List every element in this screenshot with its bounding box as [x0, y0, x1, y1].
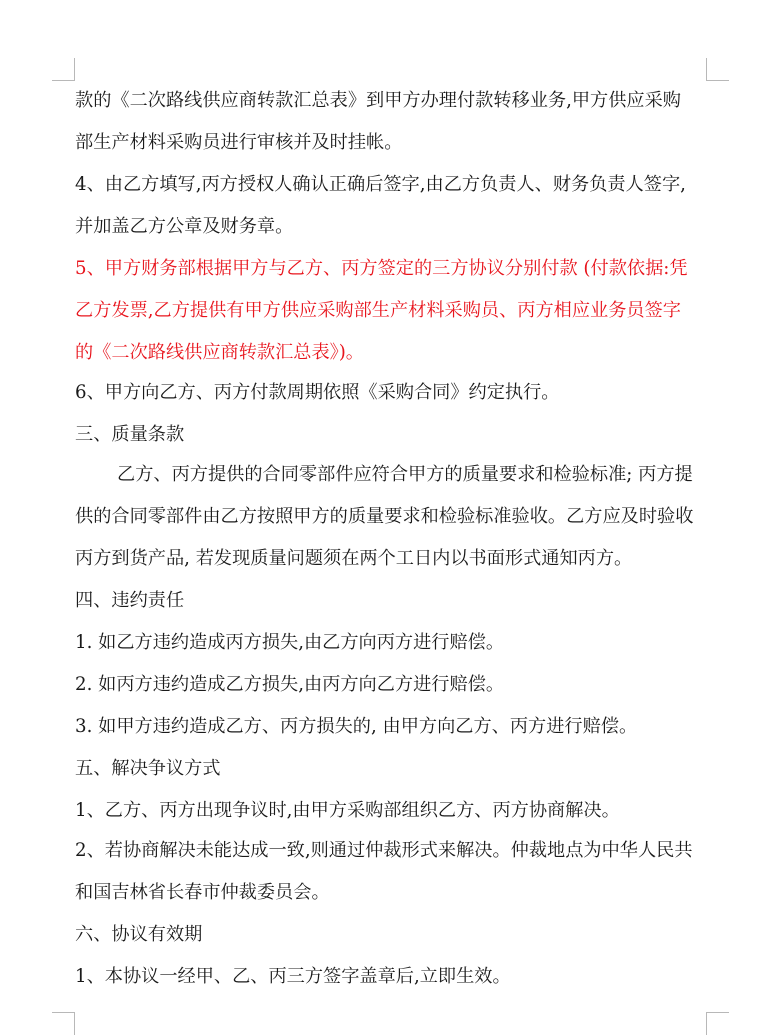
section-heading: 五、解决争议方式	[75, 758, 221, 779]
crop-mark-bottom-right	[706, 1012, 729, 1035]
text-line: 6、甲方向乙方、丙方付款周期依照《采购合同》约定执行。	[75, 382, 560, 403]
text-line: 2、若协商解决未能达成一致,则通过仲裁形式来解决。仲裁地点为中华人民共	[75, 840, 693, 861]
text-line: 4、由乙方填写,丙方授权人确认正确后签字,由乙方负责人、财务负责人签字,	[75, 174, 686, 195]
text-line-highlighted: 的《二次路线供应商转款汇总表》)。	[75, 342, 364, 363]
paragraph-first-line: 乙方、丙方提供的合同零部件应符合甲方的质量要求和检验标准; 丙方提	[117, 464, 693, 485]
crop-mark-top-left	[52, 58, 75, 81]
text-line-highlighted: 乙方发票,乙方提供有甲方供应采购部生产材料采购员、丙方相应业务员签字	[75, 300, 681, 321]
section-heading: 三、质量条款	[75, 424, 185, 445]
text-line: 供的合同零部件由乙方按照甲方的质量要求和检验标准验收。乙方应及时验收	[75, 506, 694, 527]
text-line: 并加盖乙方公章及财务章。	[75, 216, 294, 237]
text-line-highlighted: 5、甲方财务部根据甲方与乙方、丙方签定的三方协议分别付款 (付款依据:凭	[75, 258, 688, 279]
section-heading: 六、协议有效期	[75, 924, 203, 945]
text-line: 丙方到货产品, 若发现质量问题须在两个工日内以书面形式通知丙方。	[75, 548, 633, 569]
text-line: 1、本协议一经甲、乙、丙三方签字盖章后,立即生效。	[75, 966, 511, 987]
text-line: 部生产材料采购员进行审核并及时挂帐。	[75, 132, 403, 153]
crop-mark-bottom-left	[52, 1012, 75, 1035]
text-line: 款的《二次路线供应商转款汇总表》到甲方办理付款转移业务,甲方供应采购	[75, 90, 681, 111]
text-line: 1. 如乙方违约造成丙方损失,由乙方向丙方进行赔偿。	[75, 632, 505, 653]
crop-mark-top-right	[706, 58, 729, 81]
text-line: 和国吉林省长春市仲裁委员会。	[75, 882, 330, 903]
text-line: 3. 如甲方违约造成乙方、丙方损失的, 由甲方向乙方、丙方进行赔偿。	[75, 716, 638, 737]
section-heading: 四、违约责任	[75, 590, 185, 611]
text-line: 1、乙方、丙方出现争议时,由甲方采购部组织乙方、丙方协商解决。	[75, 800, 620, 821]
text-line: 2. 如丙方违约造成乙方损失,由丙方向乙方进行赔偿。	[75, 674, 505, 695]
